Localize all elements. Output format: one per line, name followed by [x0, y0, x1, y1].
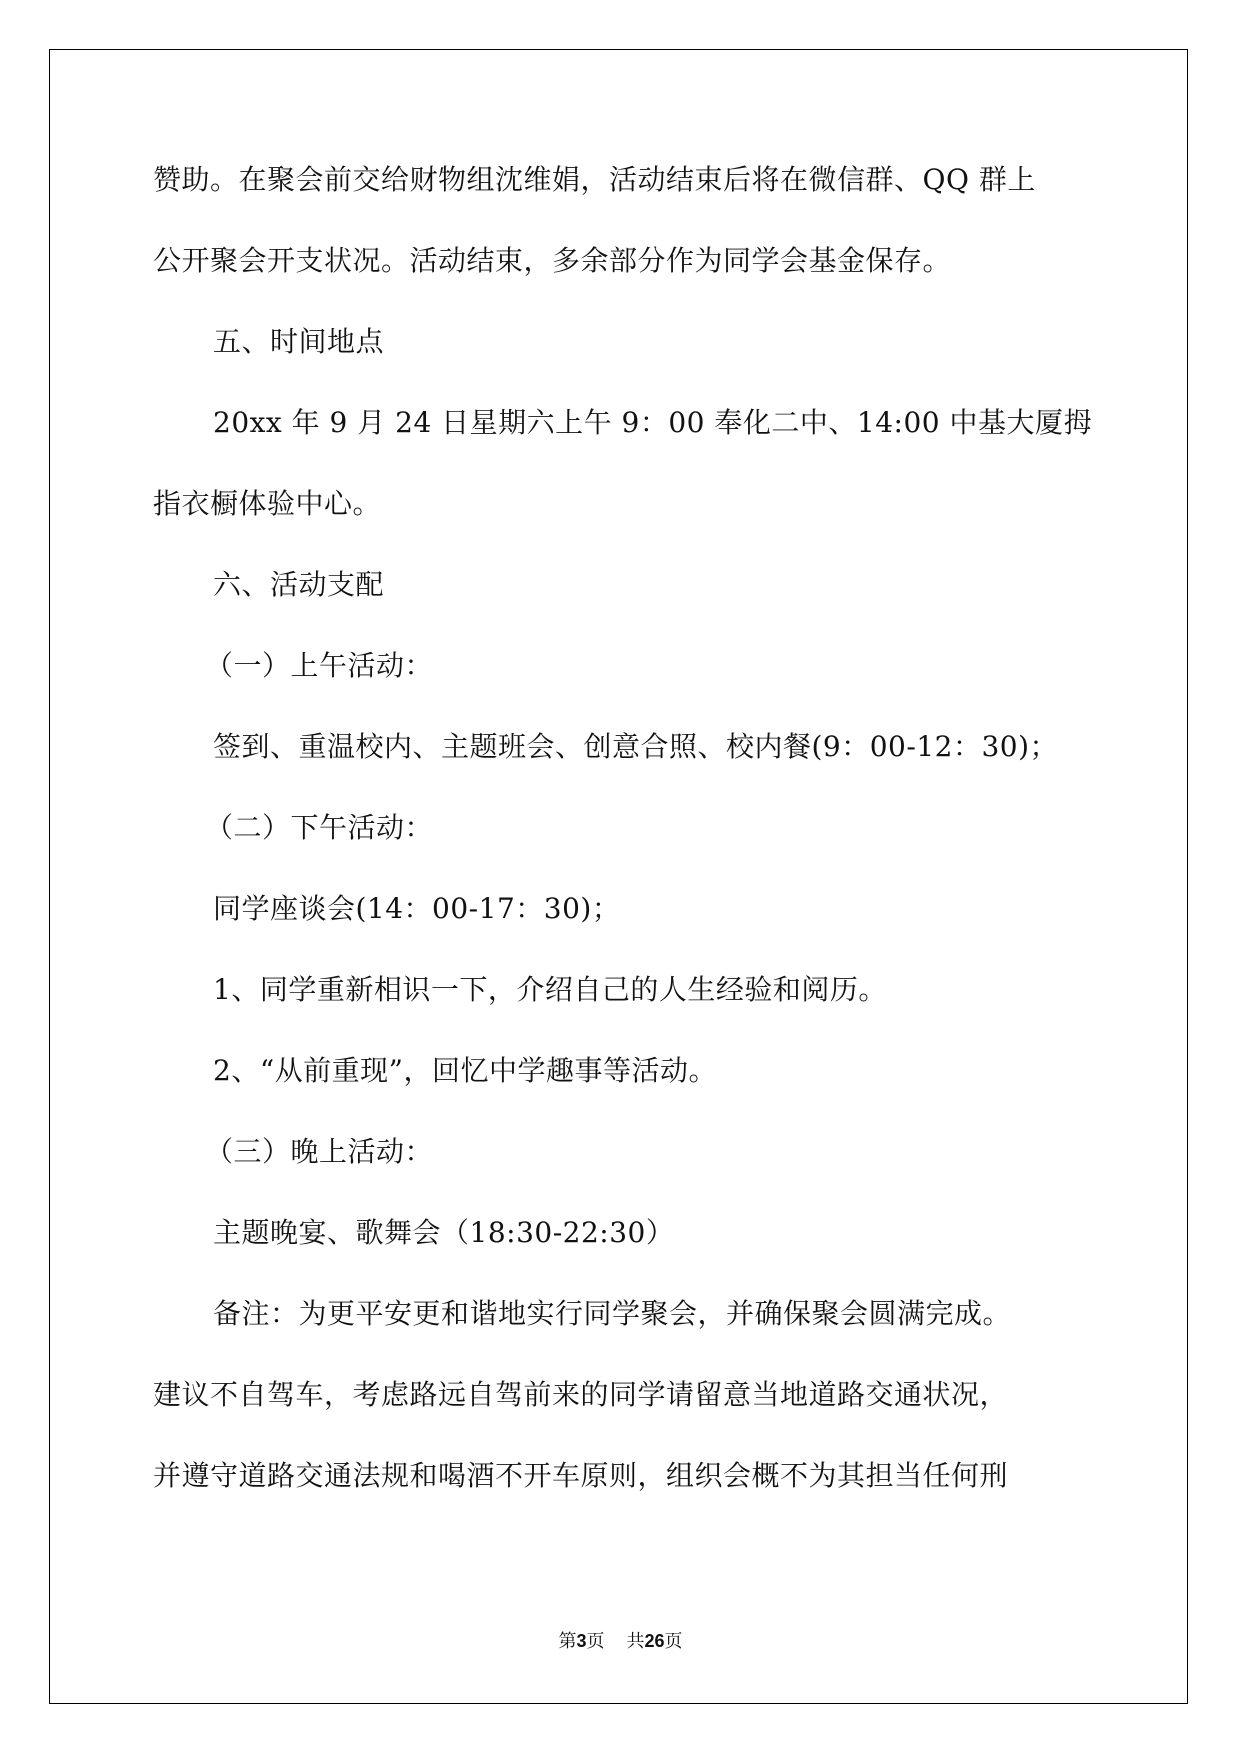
- page-footer: [0, 1627, 1241, 1653]
- text-line: 签到、重温校内、主题班会、创意合照、校内餐(9：00-12：30)；: [213, 730, 1059, 763]
- total-prefix: 共: [626, 1631, 645, 1652]
- section-heading: 六、活动支配: [213, 568, 385, 601]
- text-line: 并遵守道路交通法规和喝酒不开车原则，组织会概不为其担当任何刑: [153, 1459, 1009, 1492]
- text-line: 20xx 年 9 月 24 日星期六上午 9：00 奉化二中、14:00 中基大厦拇: [213, 406, 1092, 439]
- subsection-heading: （一）上午活动：: [205, 649, 434, 682]
- text-line: 同学座谈会(14：00-17：30)；: [213, 892, 621, 925]
- text-line: 建议不自驾车，考虑路远自驾前来的同学请留意当地道路交通状况，: [153, 1378, 1009, 1411]
- subsection-heading: （二）下午活动：: [205, 811, 434, 844]
- subsection-heading: （三）晚上活动：: [205, 1135, 434, 1168]
- text-line: 备注：为更平安更和谐地实行同学聚会，并确保聚会圆满完成。: [213, 1297, 1012, 1330]
- list-item: 1、同学重新相识一下，介绍自己的人生经验和阅历。: [213, 973, 887, 1006]
- total-pages: 26: [644, 1631, 665, 1651]
- list-item: 2、“从前重现”，回忆中学趣事等活动。: [213, 1054, 717, 1087]
- text-line: 指衣橱体验中心。: [153, 487, 382, 520]
- page-suffix: 页: [586, 1631, 605, 1652]
- page-number: 3: [576, 1631, 587, 1651]
- text-line: 赞助。在聚会前交给财物组沈维娟，活动结束后将在微信群、QQ 群上: [153, 163, 1036, 196]
- document-body: [153, 162, 1098, 1539]
- text-line: 主题晚宴、歌舞会（18:30-22:30）: [213, 1216, 675, 1249]
- page-prefix: 第: [558, 1631, 577, 1652]
- total-suffix: 页: [664, 1631, 683, 1652]
- text-line: 公开聚会开支状况。活动结束，多余部分作为同学会基金保存。: [153, 244, 952, 277]
- section-heading: 五、时间地点: [213, 325, 385, 358]
